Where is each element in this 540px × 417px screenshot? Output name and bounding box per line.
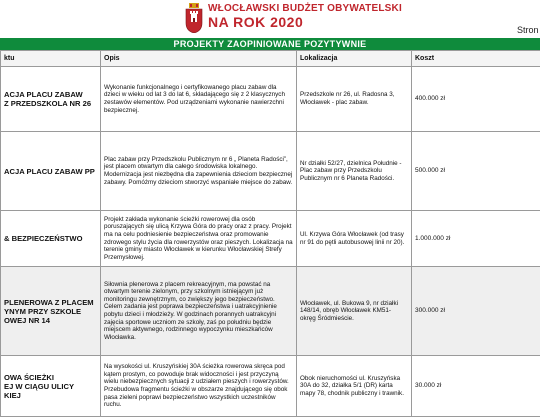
project-name-line: PLENEROWA Z PLACEM xyxy=(4,298,97,307)
project-name xyxy=(1,356,101,417)
project-name-line: & BEZPIECZEŃSTWO xyxy=(4,234,97,243)
table-row xyxy=(1,132,540,211)
project-description: Plac zabaw przy Przedszkolu Publicznym nr 6 „ Planeta Radości”, jest placem otwartym dla całego środowiska lokalnego. Modernizacja jest niezbędna dla zapewnienia dzieciom bezpiecznej zabawy. Pomóżmy dzieciom stworzyć wspaniałe miejsce do zabaw. xyxy=(101,132,297,211)
header-title-line1: WŁOCŁAWSKI BUDŻET OBYWATELSKI xyxy=(208,3,402,14)
column-header-location: Lokalizacja xyxy=(297,51,412,67)
project-name xyxy=(1,67,101,132)
header-title-line2: NA ROK 2020 xyxy=(208,14,303,30)
table-row xyxy=(1,211,540,267)
project-cost: 400.000 zł xyxy=(412,67,540,132)
project-location: Obok nieruchomości ul. Kruszyńska 30A do 32, działka 5/1 (DR) karta mapy 78, chodnik publiczny i trawnik. xyxy=(297,356,412,417)
projects-table xyxy=(0,50,540,417)
project-cost: 500.000 zł xyxy=(412,132,540,211)
table-row xyxy=(1,67,540,132)
table-row xyxy=(1,267,540,356)
column-header-cost: Koszt xyxy=(412,51,540,67)
project-cost: 30.000 zł xyxy=(412,356,540,417)
column-header-name: ktu xyxy=(1,51,101,67)
project-location: Przedszkole nr 26, ul. Radosna 3, Włocławek - plac zabaw. xyxy=(297,67,412,132)
table-row xyxy=(1,356,540,417)
project-description: Wykonanie funkcjonalnego i certyfikowanego placu zabaw dla dzieci w wieku od lat 3 do lat 6, składającego się z 2 klasycznych zestawów elementów. Pod urządzeniami wykonanie nawierzchni bezpiecznej. xyxy=(101,67,297,132)
project-name xyxy=(1,211,101,267)
page-label: Stron xyxy=(517,25,539,35)
project-name-line: KIEJ xyxy=(4,391,97,400)
city-crest-icon xyxy=(185,3,203,33)
project-name xyxy=(1,132,101,211)
project-location: Ul. Krzywa Góra Włocławek (od trasy nr 91 do pętli autobusowej linii nr 20). xyxy=(297,211,412,267)
document-header xyxy=(0,0,540,38)
project-name-line: YNYM PRZY SZKOLE xyxy=(4,307,97,316)
project-description: Siłownia plenerowa z placem rekreacyjnym, ma powstać na otwartym terenie zielonym, przy szkolnym istniejącym już monitoringu zewnętrznym, co zwiększy jego bezpieczeństwo. Celem zadania jest poprawa bezpieczeństwa i uatrakcyjnienie pobytu dzieci i młodzieży. W godzinach porannych uatrakcyjni zajęcia sportowe uczniom ze szkoły, zaś po południu będzie miejscem aktywnego, rodzinnego wypoczynku mieszkańców Włocławka. xyxy=(101,267,297,356)
project-cost: 1.000.000 zł xyxy=(412,211,540,267)
project-name-line: EJ W CIĄGU ULICY xyxy=(4,382,97,391)
project-description: Na wysokości ul. Kruszyńskiej 30A ścieżka rowerowa skręca pod kątem prostym, co powoduje brak widoczności i jest przyczyną wielu niebezpiecznych sytuacji z udziałem pieszych i rowerzystów. Przebudowa fragmentu ścieżki w obszarze znajdującego się obok pasa zieleni poprawi bezpieczeństwo wszystkich uczestników ruchu. xyxy=(101,356,297,417)
section-banner: PROJEKTY ZAOPINIOWANE POZYTYWNIE xyxy=(0,38,540,50)
column-header-description: Opis xyxy=(101,51,297,67)
project-description: Projekt zakłada wykonanie ścieżki rowerowej dla osób poruszających się ulicą Krzywa Góra do pracy oraz z pracy. Projekt ma na celu podniesienie bezpieczeństwa oraz promowanie zdrowego stylu życia dla rowerzystów oraz pieszych. Lokalizacja na terenie gminy miasto Włocławek w kierunku Włocławskiej Strefy Przemysłowej. xyxy=(101,211,297,267)
project-name-line: Z PRZEDSZKOLA NR 26 xyxy=(4,99,97,108)
project-name-line: OWEJ NR 14 xyxy=(4,316,97,325)
project-name-line: OWA ŚCIEŻKI xyxy=(4,373,97,382)
project-name-line: ACJA PLACU ZABAW xyxy=(4,90,97,99)
project-name xyxy=(1,267,101,356)
project-name-line: ACJA PLACU ZABAW PP xyxy=(4,167,97,176)
project-location: Nr działki 52/27, dzielnica Południe - Plac zabaw przy Przedszkolu Publicznym nr 6 Planeta Radości. xyxy=(297,132,412,211)
project-location: Włocławek, ul. Bukowa 9, nr działki 148/14, obręb Włocławek KM51- okręg Śródmieście. xyxy=(297,267,412,356)
project-cost: 300.000 zł xyxy=(412,267,540,356)
